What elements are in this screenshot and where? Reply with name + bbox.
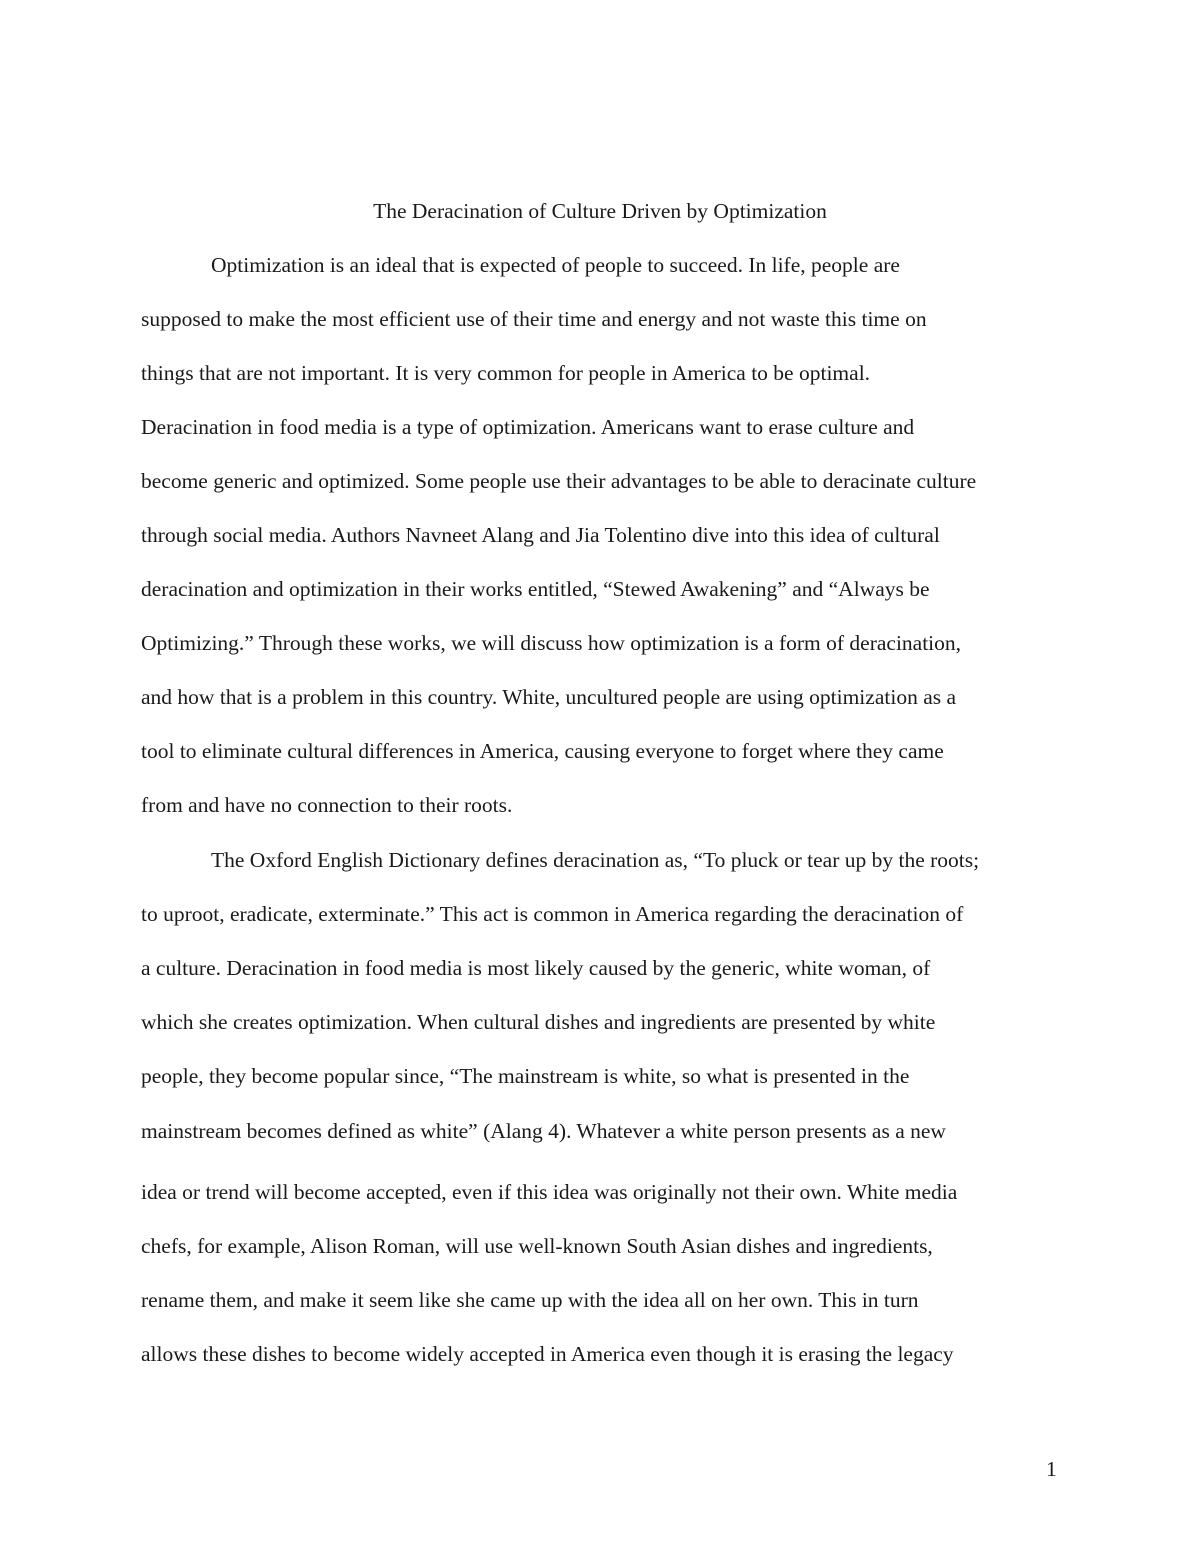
- text-line: mainstream becomes defined as white” (Alang 4). Whatever a white person presents as a new: [141, 1119, 946, 1143]
- text-line: allows these dishes to become widely accepted in America even though it is erasing the legacy: [141, 1342, 954, 1366]
- text-line: become generic and optimized. Some people use their advantages to be able to deracinate culture: [141, 469, 977, 493]
- text-line: tool to eliminate cultural differences in America, causing everyone to forget where they came: [141, 739, 944, 763]
- text-line: Deracination in food media is a type of optimization. Americans want to erase culture and: [141, 415, 915, 439]
- document-title: The Deracination of Culture Driven by Optimization: [373, 199, 827, 223]
- text-line: deracination and optimization in their works entitled, “Stewed Awakening” and “Always be: [141, 577, 930, 601]
- text-line: rename them, and make it seem like she came up with the idea all on her own. This in turn: [141, 1288, 919, 1312]
- text-line: which she creates optimization. When cultural dishes and ingredients are presented by white: [141, 1010, 936, 1034]
- text-line: a culture. Deracination in food media is most likely caused by the generic, white woman, of: [141, 956, 931, 980]
- page-number: 1: [1046, 1457, 1057, 1481]
- text-line: things that are not important. It is very common for people in America to be optimal.: [141, 361, 871, 385]
- text-line: through social media. Authors Navneet Alang and Jia Tolentino dive into this idea of cultural: [141, 523, 940, 547]
- text-line: supposed to make the most efficient use of their time and energy and not waste this time on: [141, 307, 927, 331]
- text-line: Optimization is an ideal that is expected of people to succeed. In life, people are: [211, 253, 900, 277]
- text-line: chefs, for example, Alison Roman, will use well-known South Asian dishes and ingredients,: [141, 1234, 933, 1258]
- text-line: from and have no connection to their roots.: [141, 793, 513, 817]
- text-line: Optimizing.” Through these works, we will discuss how optimization is a form of deracination,: [141, 631, 962, 655]
- text-line: and how that is a problem in this country. White, uncultured people are using optimization as a: [141, 685, 957, 709]
- text-line: to uproot, eradicate, exterminate.” This act is common in America regarding the deracination of: [141, 902, 964, 926]
- text-line: The Oxford English Dictionary defines deracination as, “To pluck or tear up by the roots;: [211, 848, 980, 872]
- text-line: people, they become popular since, “The mainstream is white, so what is presented in the: [141, 1064, 910, 1088]
- text-line: idea or trend will become accepted, even if this idea was originally not their own. White media: [141, 1180, 958, 1204]
